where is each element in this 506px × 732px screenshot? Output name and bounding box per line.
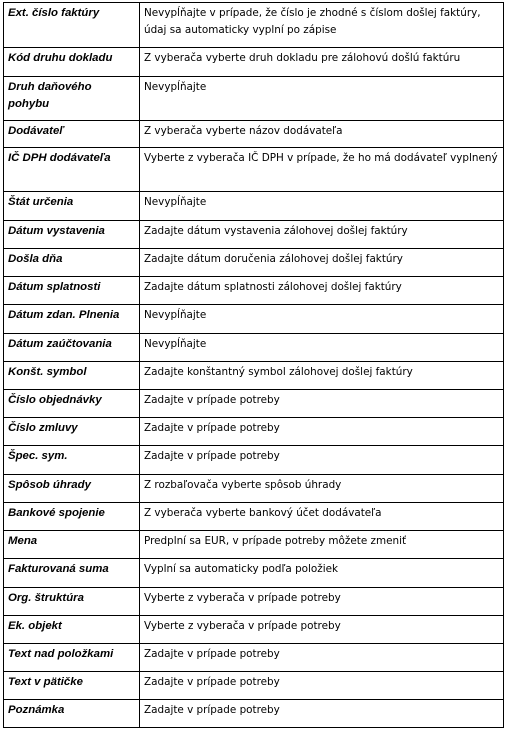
field-name: Spôsob úhrady <box>4 475 140 503</box>
field-name: Ext. číslo faktúry <box>4 3 140 48</box>
table-row <box>4 503 504 531</box>
table-row <box>4 446 504 475</box>
field-name: Text v pätičke <box>4 672 140 700</box>
table-row <box>4 531 504 559</box>
field-description: Vyplní sa automaticky podľa položiek <box>140 559 504 588</box>
table-row <box>4 192 504 221</box>
field-name: Číslo objednávky <box>4 390 140 418</box>
table-row <box>4 390 504 418</box>
table-row <box>4 672 504 700</box>
field-description: Z rozbaľovača vyberte spôsob úhrady <box>140 475 504 503</box>
field-name: Konšt. symbol <box>4 362 140 390</box>
field-name: Došla dňa <box>4 249 140 277</box>
field-name: Dátum vystavenia <box>4 221 140 249</box>
field-description: Predplní sa EUR, v prípade potreby môžete zmeniť <box>140 531 504 559</box>
field-description: Zadajte v prípade potreby <box>140 644 504 672</box>
table-row <box>4 148 504 192</box>
field-name: Číslo zmluvy <box>4 418 140 446</box>
table-row <box>4 121 504 148</box>
field-description: Zadajte v prípade potreby <box>140 418 504 446</box>
table-row <box>4 305 504 334</box>
field-description: Vyberte z vyberača IČ DPH v prípade, že ho má dodávateľ vyplnený <box>140 148 504 192</box>
field-name: Dátum zaúčtovania <box>4 334 140 362</box>
field-name: Štát určenia <box>4 192 140 221</box>
field-description: Zadajte v prípade potreby <box>140 446 504 475</box>
table-row <box>4 334 504 362</box>
field-name: Druh daňového pohybu <box>4 77 140 121</box>
field-description: Zadajte dátum splatnosti zálohovej došlej faktúry <box>140 277 504 305</box>
field-name: Dodávateľ <box>4 121 140 148</box>
field-description: Nevypĺňajte <box>140 192 504 221</box>
field-description: Nevypĺňajte <box>140 305 504 334</box>
field-name: Bankové spojenie <box>4 503 140 531</box>
field-name: Fakturovaná suma <box>4 559 140 588</box>
field-description: Zadajte dátum doručenia zálohovej došlej faktúry <box>140 249 504 277</box>
field-name: Mena <box>4 531 140 559</box>
table-row <box>4 3 504 48</box>
field-description: Z vyberača vyberte názov dodávateľa <box>140 121 504 148</box>
field-description: Zadajte v prípade potreby <box>140 390 504 418</box>
field-description: Zadajte v prípade potreby <box>140 672 504 700</box>
table-row <box>4 362 504 390</box>
field-description: Z vyberača vyberte bankový účet dodávateľa <box>140 503 504 531</box>
field-description: Zadajte dátum vystavenia zálohovej došlej faktúry <box>140 221 504 249</box>
field-name: Org. štruktúra <box>4 588 140 616</box>
field-description: Nevypĺňajte <box>140 77 504 121</box>
table-row <box>4 475 504 503</box>
field-description: Zadajte konštantný symbol zálohovej došlej faktúry <box>140 362 504 390</box>
field-description: Zadajte v prípade potreby <box>140 700 504 728</box>
field-name: Dátum splatnosti <box>4 277 140 305</box>
field-name: Text nad položkami <box>4 644 140 672</box>
field-name: IČ DPH dodávateľa <box>4 148 140 192</box>
field-name: Poznámka <box>4 700 140 728</box>
field-description: Nevypĺňajte v prípade, že číslo je zhodné s číslom došlej faktúry, údaj sa automaticky vyplní po zápise <box>140 3 504 48</box>
table-row <box>4 616 504 644</box>
table-row <box>4 221 504 249</box>
field-name: Špec. sym. <box>4 446 140 475</box>
table-row <box>4 77 504 121</box>
table-row <box>4 559 504 588</box>
table-row <box>4 249 504 277</box>
field-description-table <box>3 2 504 728</box>
field-name: Kód druhu dokladu <box>4 48 140 77</box>
field-name: Dátum zdan. Plnenia <box>4 305 140 334</box>
table-row <box>4 644 504 672</box>
table-row <box>4 277 504 305</box>
table-row <box>4 418 504 446</box>
field-description: Z vyberača vyberte druh dokladu pre zálohovú došlú faktúru <box>140 48 504 77</box>
field-name: Ek. objekt <box>4 616 140 644</box>
table-row <box>4 48 504 77</box>
table-row <box>4 588 504 616</box>
field-description: Vyberte z vyberača v prípade potreby <box>140 616 504 644</box>
field-description: Nevypĺňajte <box>140 334 504 362</box>
field-description: Vyberte z vyberača v prípade potreby <box>140 588 504 616</box>
table-row <box>4 700 504 728</box>
